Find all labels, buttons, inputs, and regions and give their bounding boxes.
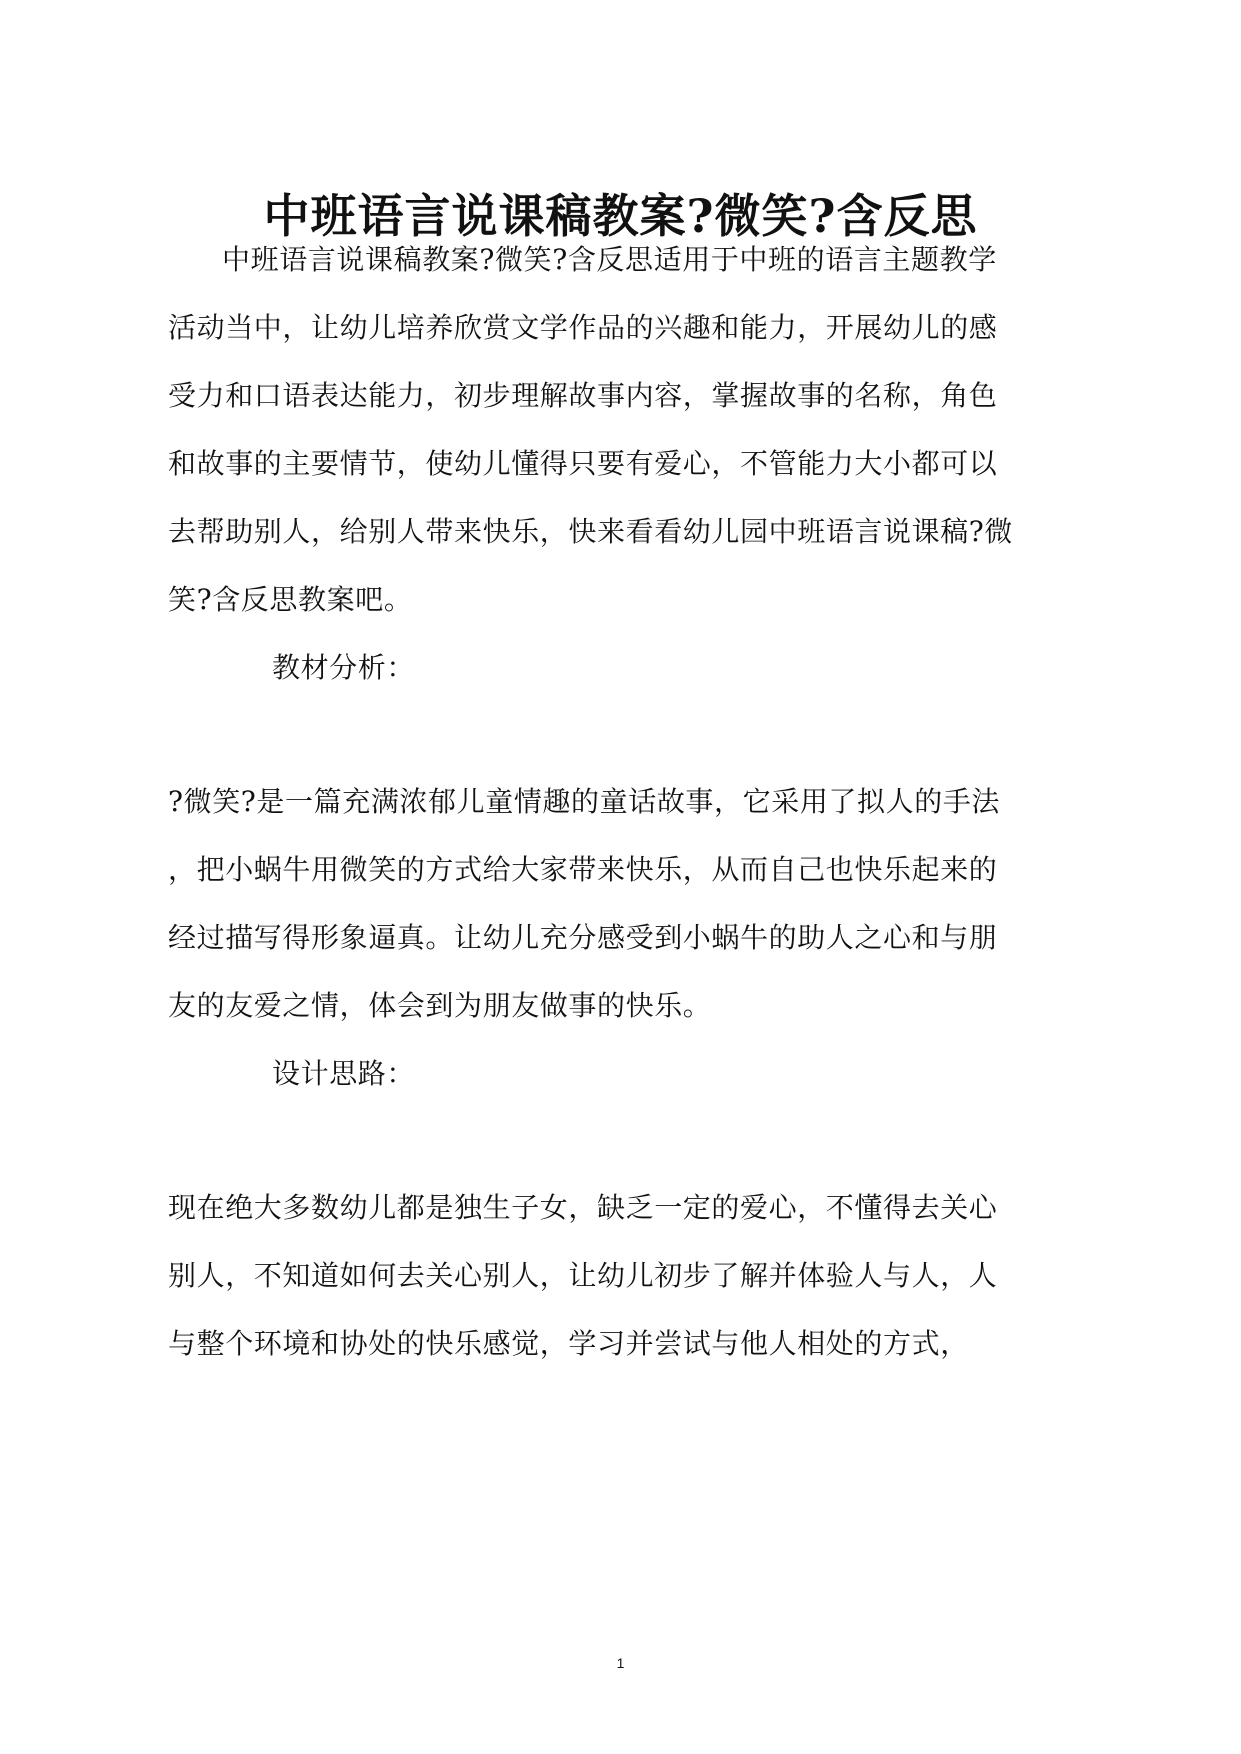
materials-line: 友的友爱之情，体会到为朋友做事的快乐。 xyxy=(168,989,712,1022)
materials-line: 经过描写得形象逼真。让幼儿充分感受到小蜗牛的助人之心和与朋 xyxy=(168,921,998,954)
intro-line: 活动当中，让幼儿培养欣赏文学作品的兴趣和能力，开展幼儿的感 xyxy=(168,311,998,344)
materials-line: ?微笑?是一篇充满浓郁儿童情趣的童话故事，它采用了拟人的手法 xyxy=(168,785,1001,818)
materials-line: ，把小蜗牛用微笑的方式给大家带来快乐，从而自己也快乐起来的 xyxy=(168,853,998,886)
intro-line: 中班语言说课稿教案?微笑?含反思适用于中班的语言主题教学 xyxy=(222,243,997,276)
page-title: 中班语言说课稿教案?微笑?含反思 xyxy=(263,188,978,243)
intro-line: 受力和口语表达能力，初步理解故事内容，掌握故事的名称，角色 xyxy=(168,379,998,412)
section-heading-design: 设计思路： xyxy=(272,1057,416,1090)
intro-line: 和故事的主要情节，使幼儿懂得只要有爱心，不管能力大小都可以 xyxy=(168,447,998,480)
page-number: 1 xyxy=(616,1655,625,1671)
intro-line: 笑?含反思教案吧。 xyxy=(168,583,413,616)
section-heading-materials: 教材分析： xyxy=(272,651,416,684)
design-line: 别人，不知道如何去关心别人，让幼儿初步了解并体验人与人，人 xyxy=(168,1259,998,1292)
design-line: 现在绝大多数幼儿都是独生子女，缺乏一定的爱心，不懂得去关心 xyxy=(168,1191,998,1224)
intro-line: 去帮助别人，给别人带来快乐，快来看看幼儿园中班语言说课稿?微 xyxy=(168,515,1014,548)
design-line: 与整个环境和协处的快乐感觉，学习并尝试与他人相处的方式， xyxy=(168,1327,969,1360)
